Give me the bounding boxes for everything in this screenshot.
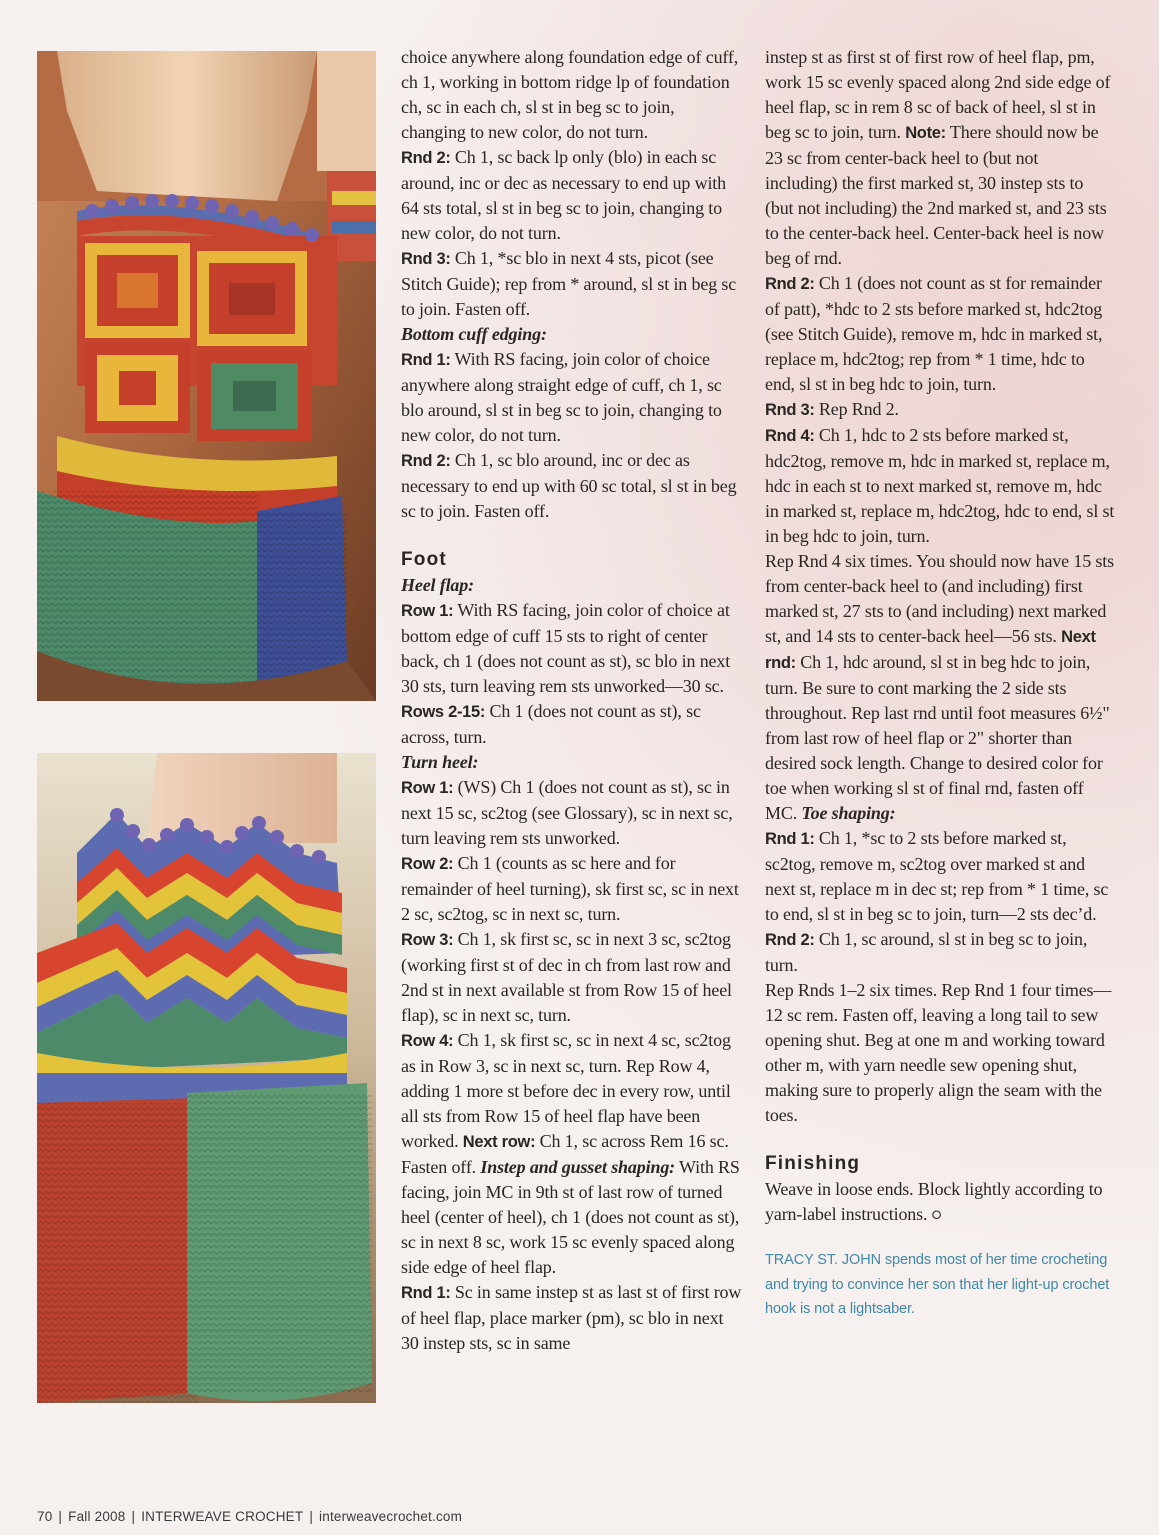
issue-date: Fall 2008 bbox=[68, 1509, 126, 1524]
round-label: Rnd 1: bbox=[765, 830, 815, 848]
round-label: Rnd 2: bbox=[765, 931, 815, 949]
paragraph bbox=[401, 145, 743, 246]
paragraph bbox=[765, 1177, 1115, 1228]
body-text: With RS facing, join color of choice at bottom edge of cuff 15 sts to right of center back, ch 1 (does not count as st), sc blo in next 30 sts, turn leaving rem sts unworked—30 sc. bbox=[401, 600, 731, 696]
row-label: Row 1: bbox=[401, 602, 454, 620]
body-text: Rep Rnd 4 six times. You should now have 15 sts from center-back heel to (and including) first marked st, 27 sts to (and including) next marked st, and 14 sts to center-back heel—56 sts. bbox=[765, 551, 1114, 646]
round-label: Rnd 3: bbox=[401, 250, 451, 268]
paragraph bbox=[765, 978, 1115, 1128]
paragraph bbox=[765, 549, 1115, 826]
body-text: Ch 1, sk first sc, sc in next 4 sc, sc2tog as in Row 3, sc in next sc, turn. Rep Row 4, adding 1 more st before dec in every row, until all sts from Row 15 of heel flap have been worked. bbox=[401, 1030, 731, 1151]
paragraph bbox=[401, 246, 743, 322]
paragraph bbox=[401, 851, 743, 927]
granny-square-sock-illustration bbox=[37, 51, 376, 701]
subheading-heel-flap: Heel flap: bbox=[401, 575, 474, 595]
text-column-middle bbox=[401, 45, 743, 1356]
round-label: Rnd 4: bbox=[765, 427, 815, 445]
body-text: Ch 1 (does not count as st for remainder of patt), *hdc to 2 sts before marked st, hdc2tog (see Stitch Guide), remove m, hdc in marked st, replace m, hdc2tog; rep from * 1 time, hdc to end, sl st in beg hdc to join, turn. bbox=[765, 273, 1103, 394]
round-label: Rnd 1: bbox=[401, 1284, 451, 1302]
body-text: instep st as first st of first row of heel flap, pm, work 15 sc evenly spaced along 2nd side edge of heel flap, sc in rem 8 sc of back of heel, sl st in beg sc to join, turn. bbox=[765, 47, 1111, 142]
section-heading-foot: Foot bbox=[401, 549, 447, 570]
paragraph bbox=[401, 775, 743, 851]
website-link[interactable]: interweavecrochet.com bbox=[319, 1509, 463, 1524]
body-text: Ch 1 (counts as sc here and for remainder of heel turning), sk first sc, sc in next 2 sc, sc2tog, sc in next sc, turn. bbox=[401, 853, 739, 924]
body-text: Rep Rnds 1–2 six times. Rep Rnd 1 four times—12 sc rem. Fasten off, leaving a long tail to sew opening shut. Beg at one m and working toward other m, with yarn needle sew opening shut, making sure to properly align the seam with the toes. bbox=[765, 980, 1112, 1125]
page-footer: 70 | Fall 2008 | INTERWEAVE CROCHET | interweavecrochet.com bbox=[37, 1509, 463, 1524]
round-label: Rnd 2: bbox=[401, 452, 451, 470]
subheading-instep-gusset: Instep and gusset shaping: bbox=[480, 1157, 676, 1177]
round-label: Rnd 2: bbox=[401, 149, 451, 167]
body-text: (WS) Ch 1 (does not count as st), sc in next 15 sc, sc2tog (see Glossary), sc in next sc, turn leaving rem sts unworked. bbox=[401, 777, 733, 848]
paragraph bbox=[765, 45, 1115, 271]
magazine-name: INTERWEAVE CROCHET bbox=[141, 1509, 304, 1524]
zigzag-sock-illustration bbox=[37, 753, 376, 1403]
page-number: 70 bbox=[37, 1509, 53, 1524]
paragraph bbox=[401, 1280, 743, 1356]
paragraph bbox=[765, 826, 1115, 927]
section-heading-finishing: Finishing bbox=[765, 1153, 861, 1174]
paragraph bbox=[765, 271, 1115, 397]
paragraph bbox=[401, 45, 743, 145]
paragraph bbox=[401, 699, 743, 750]
paragraph bbox=[401, 598, 743, 699]
paragraph bbox=[401, 1028, 743, 1280]
round-label: Rnd 1: bbox=[401, 351, 451, 369]
body-text: Ch 1, hdc to 2 sts before marked st, hdc2tog, remove m, hdc in marked st, replace m, hdc in each st to next marked st, remove m, hdc in marked st, replace m, hdc2tog, hdc to end, sl st in beg hdc to join, turn. bbox=[765, 425, 1115, 546]
row-label: Next row: bbox=[462, 1133, 536, 1151]
paragraph bbox=[765, 397, 1115, 423]
row-label: Row 3: bbox=[401, 931, 454, 949]
body-text: With RS facing, join color of choice anywhere along straight edge of cuff, ch 1, sc blo around, sl st in beg sc to join, changing to new color, do not turn. bbox=[401, 349, 722, 445]
body-text: Sc in same instep st as last st of first row of heel flap, place marker (pm), sc blo in next 30 instep sts, sc in same bbox=[401, 1282, 742, 1353]
body-text: Ch 1 (does not count as st), sc across, turn. bbox=[401, 701, 701, 747]
text-column-right bbox=[765, 45, 1115, 1322]
subheading-toe-shaping: Toe shaping: bbox=[801, 803, 896, 823]
row-label: Row 1: bbox=[401, 779, 454, 797]
end-of-article-icon: ⭘ bbox=[931, 1208, 942, 1222]
body-text: Ch 1, sc across Rem 16 sc. Fasten off. bbox=[401, 1131, 729, 1177]
body-text: choice anywhere along foundation edge of cuff, ch 1, working in bottom ridge lp of foundation ch, sc in each ch, sl st in beg sc to join, changing to new color, do not turn. bbox=[401, 47, 739, 142]
subheading-turn-heel: Turn heel: bbox=[401, 752, 479, 772]
photo-zigzag-sock bbox=[37, 753, 376, 1403]
body-text: Ch 1, sc blo around, inc or dec as necessary to end up with 60 sc total, sl st in beg sc to join. Fasten off. bbox=[401, 450, 737, 521]
round-label: Rnd 3: bbox=[765, 401, 815, 419]
photo-granny-square-sock bbox=[37, 51, 376, 701]
body-text: Ch 1, *sc to 2 sts before marked st, sc2tog, remove m, sc2tog over marked st and next st, replace m in dec st; rep from * 1 time, sc to end, sl st in beg sc to join, turn—2 sts dec’d. bbox=[765, 828, 1109, 924]
body-text: Ch 1, sc around, sl st in beg sc to join, turn. bbox=[765, 929, 1088, 975]
round-label: Rnd 2: bbox=[765, 275, 815, 293]
row-label: Rows 2-15: bbox=[401, 703, 486, 721]
body-text: Ch 1, hdc around, sl st in beg hdc to join, turn. Be sure to cont marking the 2 side sts throughout. Rep last rnd until foot measures 6½" from last row of heel flap or 2" shorter than desired sock length. Change to desired color for toe when working sl st of final rnd, fasten off MC. bbox=[765, 652, 1110, 823]
body-text: Ch 1, *sc blo in next 4 sts, picot (see Stitch Guide); rep from * around, sl st in beg sc to join. Fasten off. bbox=[401, 248, 737, 319]
row-label: Row 4: bbox=[401, 1032, 454, 1050]
subheading-bottom-cuff: Bottom cuff edging: bbox=[401, 324, 547, 344]
row-label: Row 2: bbox=[401, 855, 454, 873]
note-label: Note: bbox=[905, 124, 946, 142]
body-text: With RS facing, join MC in 9th st of last row of turned heel (center of heel), ch 1 (does not count as st), sc in next 8 sc, work 15 sc evenly spaced along side edge of heel flap. bbox=[401, 1157, 740, 1277]
paragraph bbox=[401, 347, 743, 448]
paragraph bbox=[401, 448, 743, 524]
paragraph bbox=[765, 927, 1115, 978]
round-label: Next rnd: bbox=[765, 628, 1096, 672]
body-text: Weave in loose ends. Block lightly according to yarn-label instructions. bbox=[765, 1179, 1103, 1224]
body-text: Rep Rnd 2. bbox=[814, 399, 899, 419]
author-bio: TRACY ST. JOHN spends most of her time crocheting and trying to convince her son that her light-up crochet hook is not a lightsaber. bbox=[765, 1252, 1110, 1317]
body-text: Ch 1, sc back lp only (blo) in each sc around, inc or dec as necessary to end up with 64 sts total, sl st in beg sc to join, changing to new color, do not turn. bbox=[401, 147, 726, 243]
body-text: Ch 1, sk first sc, sc in next 3 sc, sc2tog (working first st of dec in ch from last row and 2nd st in next available st from Row 15 of heel flap), sc in next sc, turn. bbox=[401, 929, 732, 1025]
paragraph bbox=[401, 927, 743, 1028]
paragraph bbox=[765, 423, 1115, 549]
body-text: There should now be 23 sc from center-back heel to (but not including) the first marked st, 30 instep sts to (but not including) the 2nd marked st, and 23 sts to the center-back heel. Center-back heel is now beg of rnd. bbox=[765, 122, 1107, 268]
